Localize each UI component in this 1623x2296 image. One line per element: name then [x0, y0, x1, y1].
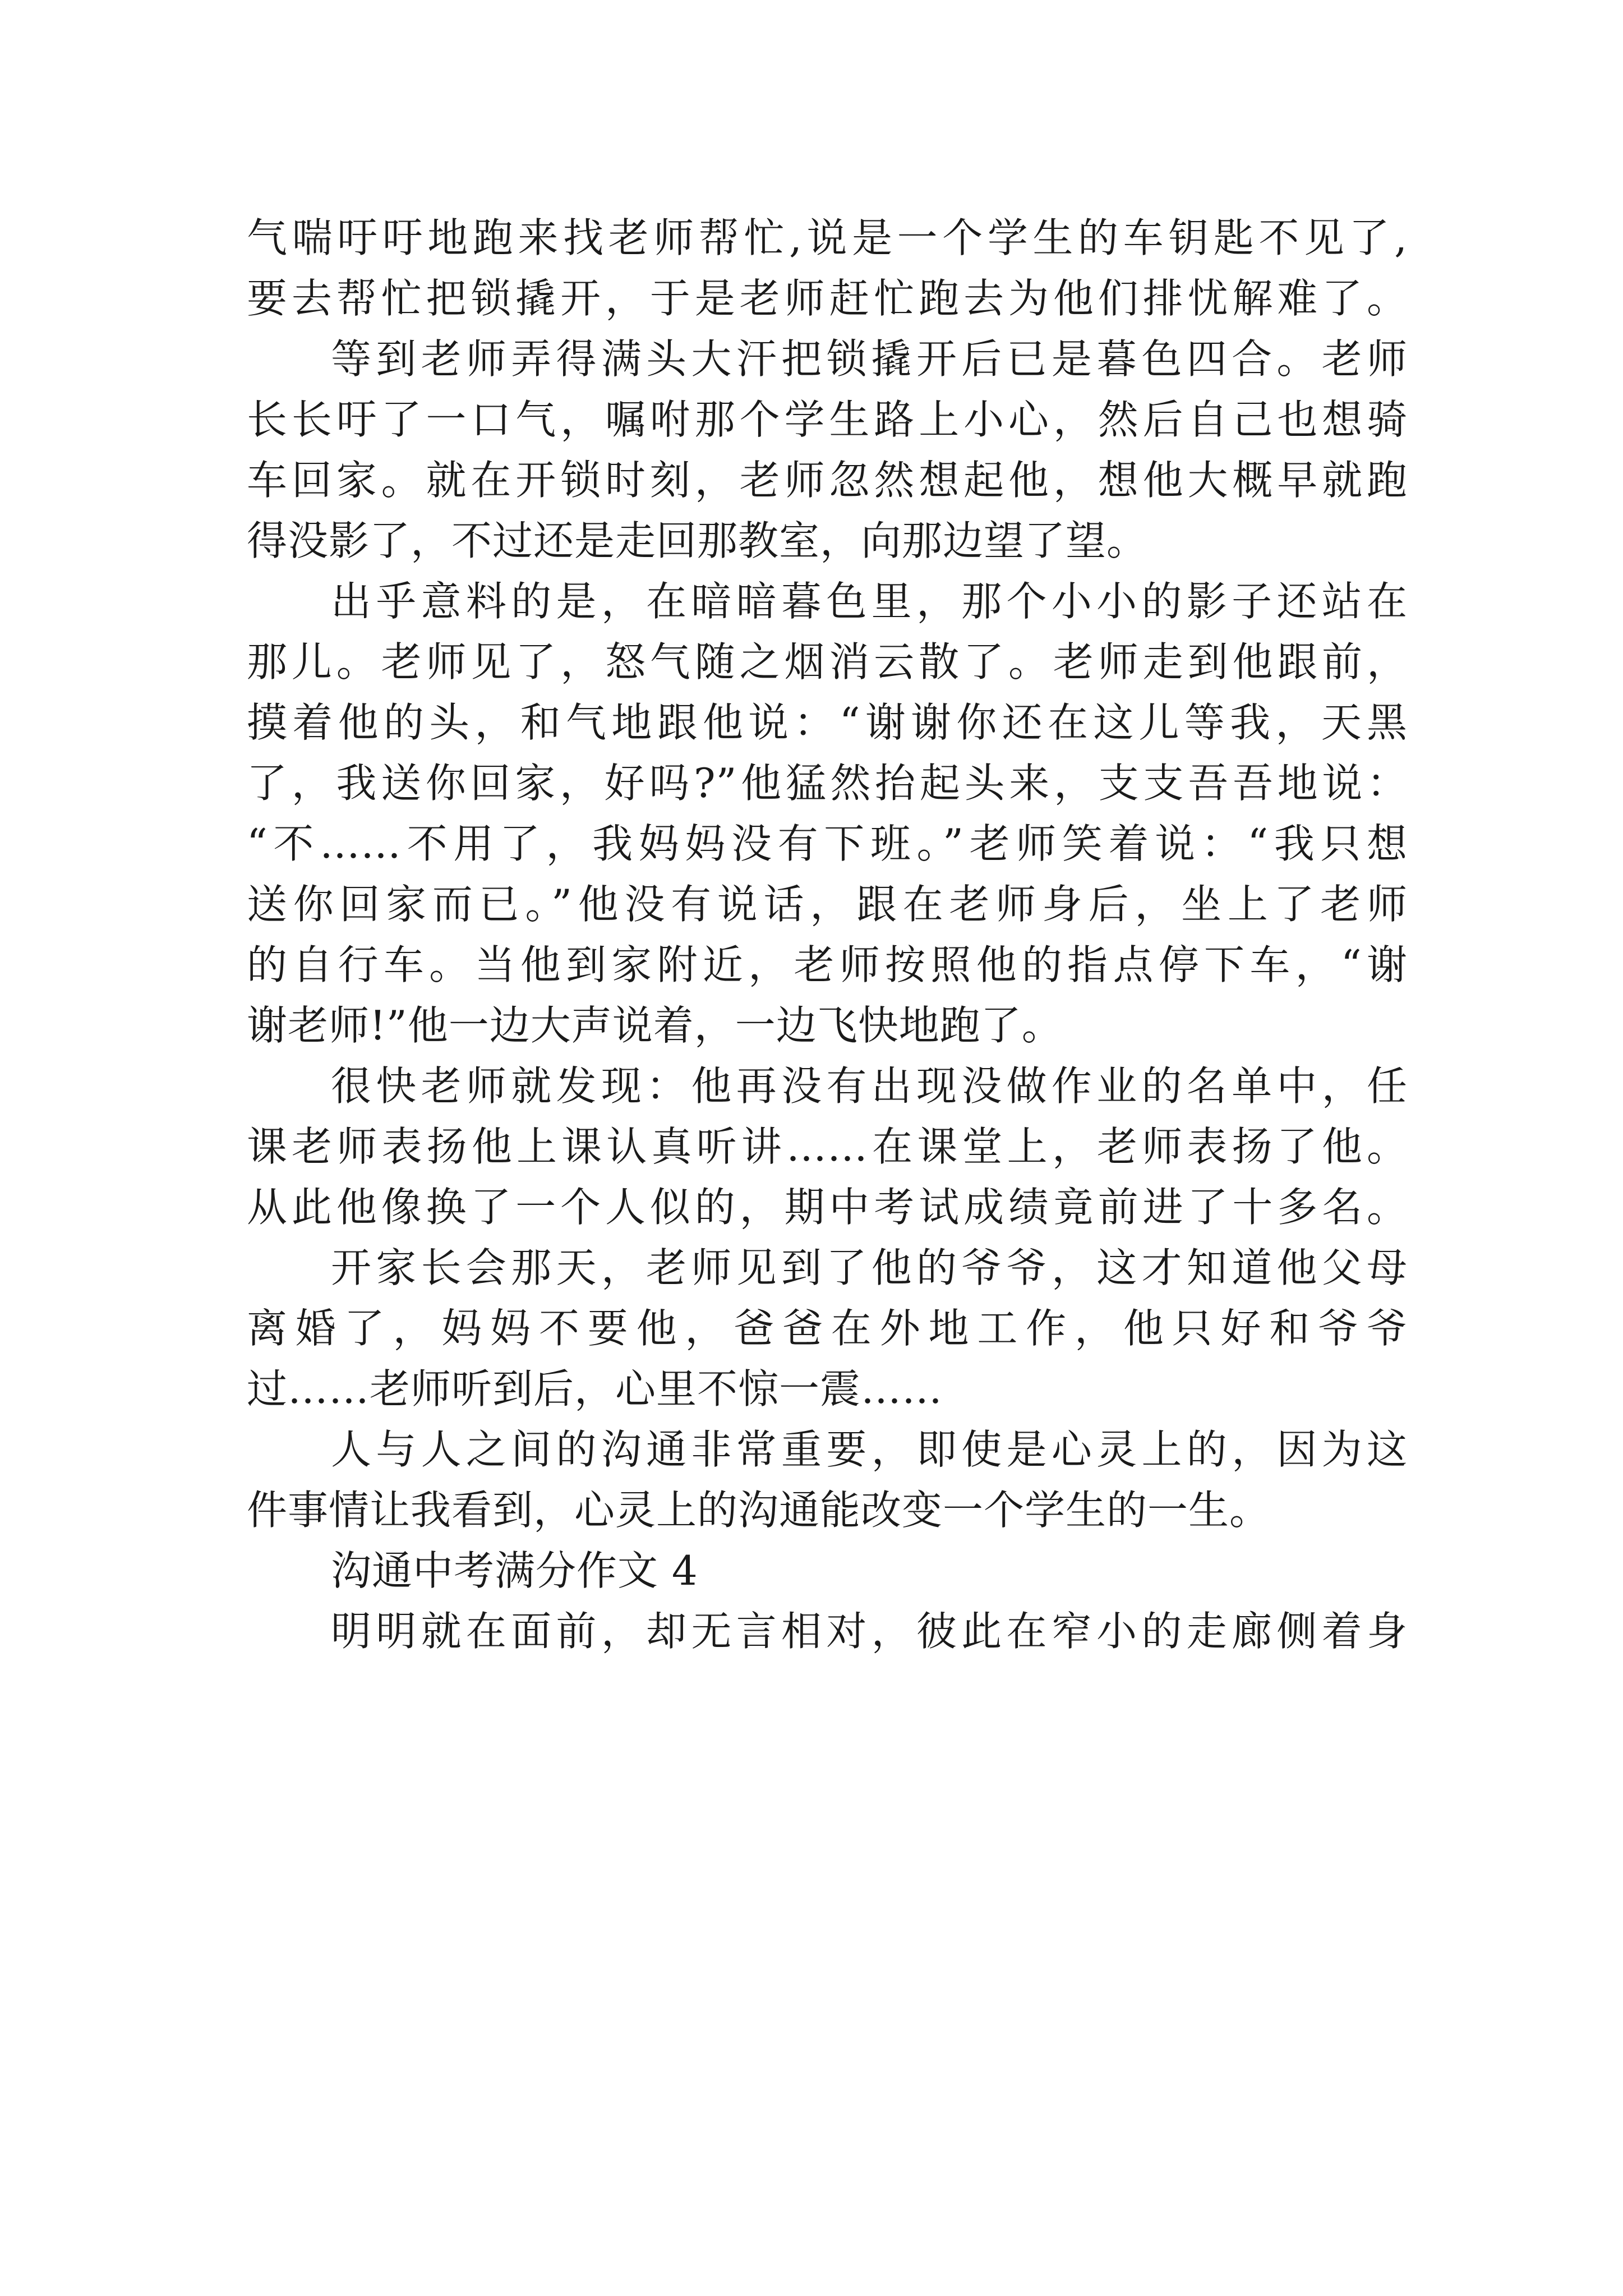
text-line: 出乎意料的是，在暗暗暮色里，那个小小的影子还站在 — [331, 578, 1408, 625]
text-line: 得没影了，不过还是走回那教室，向那边望了望。 — [247, 517, 1148, 564]
text-line: “不……不用了，我妈妈没有下班。”老师笑着说：“我只想 — [247, 820, 1408, 867]
text-line: 送你回家而已。”他没有说话，跟在老师身后，坐上了老师 — [247, 881, 1408, 928]
text-line: 课老师表扬他上课认真听讲……在课堂上，老师表扬了他。 — [247, 1123, 1408, 1170]
text-line: 明明就在面前，却无言相对，彼此在窄小的走廊侧着身 — [331, 1608, 1408, 1655]
text-line: 从此他像换了一个人似的，期中考试成绩竟前进了十多名。 — [247, 1184, 1408, 1231]
essay-body — [247, 208, 1408, 1662]
text-line: 的自行车。当他到家附近，老师按照他的指点停下车，“谢 — [247, 941, 1408, 988]
section-heading: 沟通中考满分作文 4 — [331, 1547, 698, 1594]
text-line: 车回家。就在开锁时刻，老师忽然想起他，想他大概早就跑 — [247, 457, 1408, 504]
text-line: 很快老师就发现：他再没有出现没做作业的名单中，任 — [331, 1062, 1408, 1110]
text-line: 了，我送你回家，好吗?”他猛然抬起头来，支支吾吾地说： — [247, 760, 1408, 807]
text-line: 人与人之间的沟通非常重要，即使是心灵上的，因为这 — [331, 1426, 1408, 1473]
text-line: 要去帮忙把锁撬开，于是老师赶忙跑去为他们排忧解难了。 — [247, 275, 1408, 322]
text-line: 件事情让我看到，心灵上的沟通能改变一个学生的一生。 — [247, 1487, 1271, 1534]
text-line: 那儿。老师见了，怒气随之烟消云散了。老师走到他跟前， — [247, 638, 1408, 685]
text-line: 谢老师!”他一边大声说着，一边飞快地跑了。 — [247, 1002, 1063, 1049]
text-line: 等到老师弄得满头大汗把锁撬开后已是暮色四合。老师 — [331, 335, 1408, 383]
text-line: 长长吁了一口气，嘱咐那个学生路上小心，然后自己也想骑 — [247, 396, 1408, 443]
text-line: 摸着他的头，和气地跟他说：“谢谢你还在这儿等我，天黑 — [247, 699, 1408, 746]
text-line: 开家长会那天，老师见到了他的爷爷，这才知道他父母 — [331, 1244, 1408, 1291]
text-line: 气喘吁吁地跑来找老师帮忙,说是一个学生的车钥匙不见了, — [247, 214, 1408, 261]
text-line: 过……老师听到后，心里不惊一震…… — [247, 1365, 943, 1412]
text-line: 离婚了，妈妈不要他，爸爸在外地工作，他只好和爷爷 — [247, 1305, 1408, 1352]
